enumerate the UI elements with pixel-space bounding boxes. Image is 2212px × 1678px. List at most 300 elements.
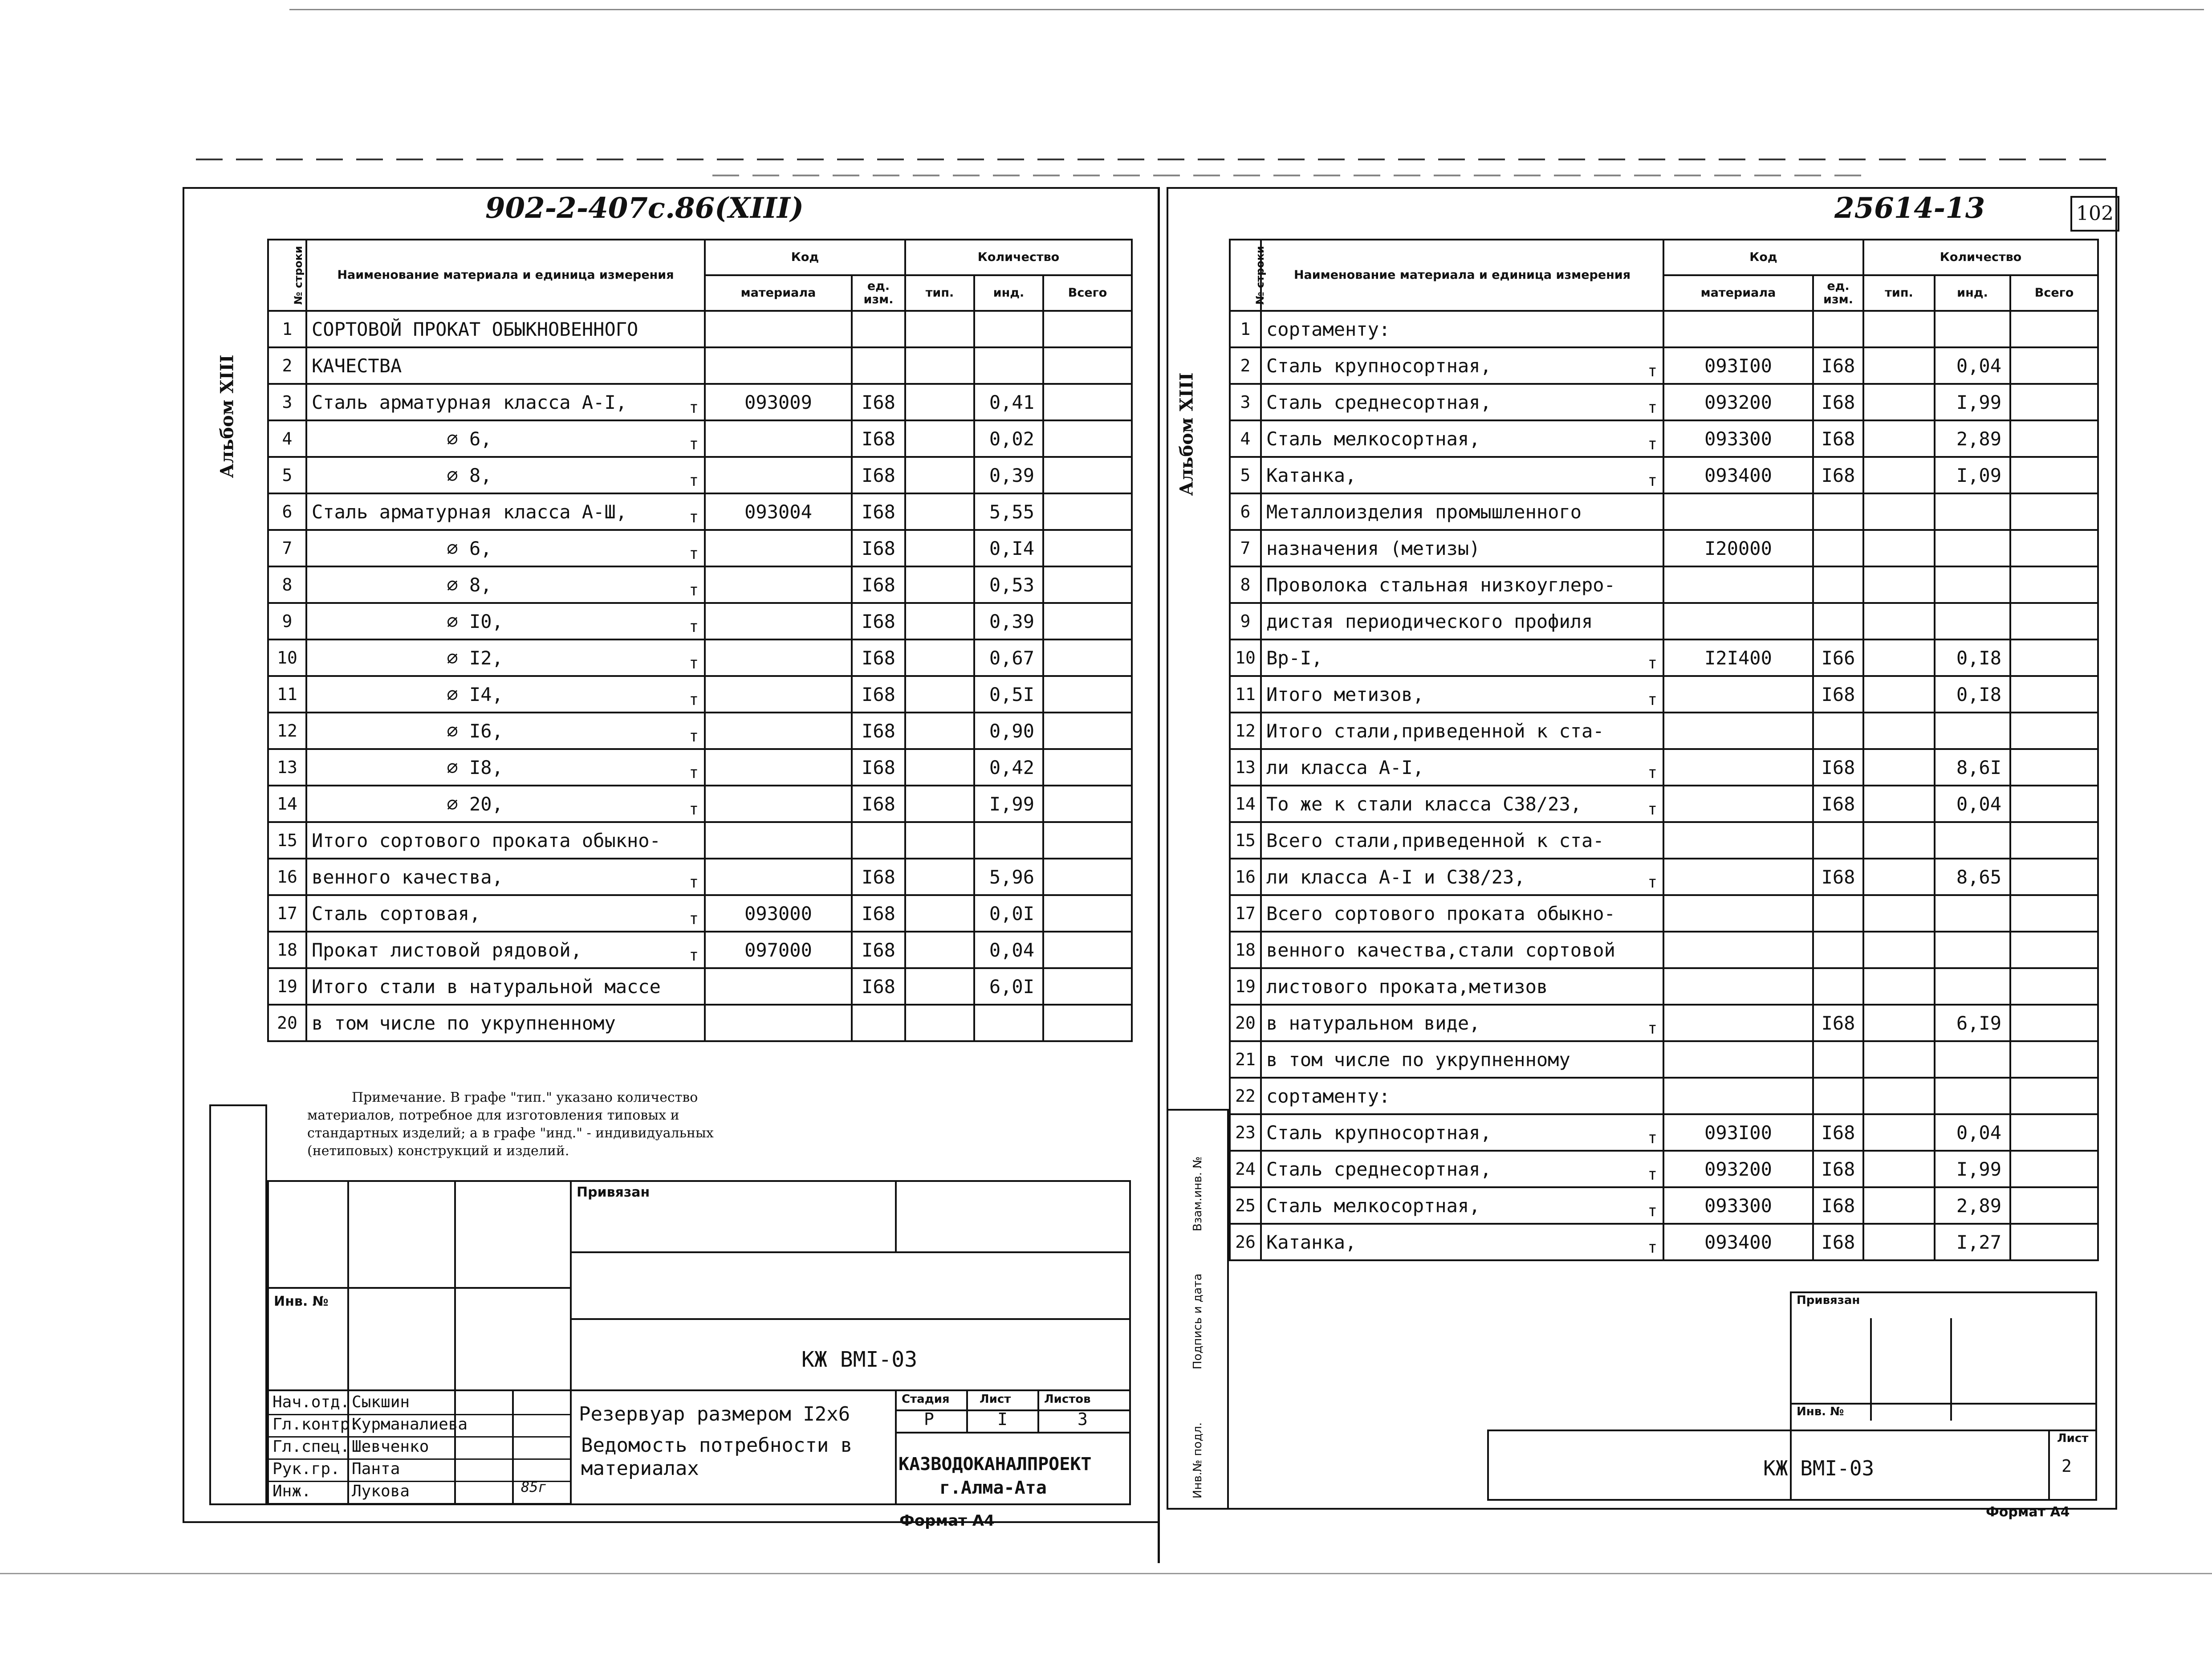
material-name [1261,493,1663,530]
material-name-text: ∅ 6, [312,428,492,450]
row-number: 9 [268,603,306,639]
row-number: 4 [268,420,306,457]
material-name [1261,1187,1663,1224]
qty-ind: I,27 [1935,1224,2010,1260]
qty-ind: 0,90 [974,713,1043,749]
table-row [1230,1078,2098,1114]
material-name [1261,676,1663,713]
qty-total [1043,786,1132,822]
qty-total [2010,1114,2098,1151]
unit-code [1813,1041,1863,1078]
material-code [1663,566,1813,603]
unit-code: I68 [1813,1114,1863,1151]
unit-of-measure: т [1647,362,1657,380]
qty-total [2010,713,2098,749]
material-name-text: Вр-I, [1266,647,1323,669]
row-number: 21 [1230,1041,1261,1078]
material-code [705,420,852,457]
material-code [1663,311,1813,347]
material-name-text: Сталь мелкосортная, [1266,1194,1480,1217]
table-row [1230,347,2098,384]
stamp-divider [966,1389,968,1432]
row-number: 16 [1230,859,1261,895]
table-row [1230,786,2098,822]
material-name-text: ∅ 20, [312,793,503,815]
qty-ind: 0,67 [974,639,1043,676]
code-unit-header: ед. изм. [1813,275,1863,311]
unit-code: I68 [852,566,905,603]
row-number: 12 [268,713,306,749]
material-code [705,311,852,347]
qty-typ [1863,347,1935,384]
signatory-role: Инж. [272,1482,311,1500]
qty-typ [1863,384,1935,420]
qty-total [1043,1005,1132,1041]
material-name [1261,1078,1663,1114]
material-name-text: Катанка, [1266,1231,1357,1253]
material-code [1663,713,1813,749]
table-row [268,859,1132,895]
row-number: 2 [268,347,306,384]
qty-total [2010,932,2098,968]
unit-code [1813,311,1863,347]
right-privyazan-label: Привязан [1797,1294,1860,1307]
material-name-text: ∅ 6, [312,537,492,559]
qty-typ [1863,1041,1935,1078]
table-row [1230,603,2098,639]
unit-code [1813,566,1863,603]
signatory-role: Нач.отд. [272,1393,350,1411]
unit-code [1813,895,1863,932]
material-name [1261,457,1663,493]
stamp-divider [895,1432,1131,1434]
qty-typ [1863,713,1935,749]
material-name-text: ∅ I8, [312,756,503,778]
qty-total [2010,676,2098,713]
row-number: 10 [1230,639,1261,676]
unit-of-measure: т [689,946,699,965]
qty-ind [1935,493,2010,530]
signatory-name: Панта [352,1460,400,1478]
unit-code: I68 [852,420,905,457]
stamp-divider [895,1389,897,1505]
qty-typ [1863,968,1935,1005]
unit-code [1813,932,1863,968]
unit-of-measure: т [689,508,699,526]
signatory-name: Курманалиева [352,1415,468,1434]
qty-typ [1863,1224,1935,1260]
material-code: 093004 [705,493,852,530]
unit-of-measure: т [689,873,699,892]
unit-code [1813,603,1863,639]
qty-ind: 0,04 [974,932,1043,968]
material-name [1261,639,1663,676]
row-number: 8 [268,566,306,603]
qty-typ [1863,749,1935,786]
qty-total [2010,566,2098,603]
material-code [1663,932,1813,968]
note-line: Примечание. В графе "тип." указано количество [352,1090,698,1105]
stamp-divider [512,1389,514,1505]
right-sheet-value: 2 [2062,1456,2072,1476]
material-name [306,493,705,530]
table-row [1230,932,2098,968]
sheets-value: 3 [1078,1409,1088,1429]
unit-of-measure: т [689,581,699,599]
note-line: материалов, потребное для изготовления типовых и [307,1108,679,1123]
unit-code: I68 [852,713,905,749]
unit-of-measure: т [689,654,699,672]
bottom-scan-line [0,1573,2212,1574]
unit-code: I68 [1813,384,1863,420]
table-row [1230,1224,2098,1260]
qty-ind: I,09 [1935,457,2010,493]
qty-ind [1935,895,2010,932]
material-name [306,347,705,384]
qty-typ [905,566,974,603]
qty-total [2010,968,2098,1005]
table-row [1230,895,2098,932]
note-line: стандартных изделий; а в графе "инд." - индивидуальных [307,1125,714,1141]
material-name-text: Итого стали в натуральной массе [312,975,661,998]
material-code [1663,895,1813,932]
table-row [1230,1187,2098,1224]
material-code [705,530,852,566]
material-name-text: Сталь арматурная класса А-I, [312,391,627,413]
signatory-name: Шевченко [352,1438,429,1456]
signatory-role: Гл.контр. [272,1415,360,1434]
unit-of-measure: т [1647,1165,1657,1184]
qty-total [1043,822,1132,859]
qty-total [2010,420,2098,457]
qty-ind: 0,39 [974,603,1043,639]
unit-code: I68 [1813,457,1863,493]
signatory-name: Сыкшин [352,1393,410,1411]
material-name [1261,822,1663,859]
material-name-text: Сталь крупносортная, [1266,354,1492,377]
left-album-label: Альбом XIII [216,354,238,478]
table-row [268,895,1132,932]
qty-typ [905,676,974,713]
qty-ind: 0,0I [974,895,1043,932]
unit-of-measure: т [689,764,699,782]
material-name [306,968,705,1005]
unit-of-measure: т [689,910,699,928]
material-code [705,676,852,713]
qty-total [1043,530,1132,566]
qty-total [1043,384,1132,420]
material-name-text: СОРТОВОЙ ПРОКАТ ОБЫКНОВЕННОГО [312,318,638,340]
material-code [705,713,852,749]
qty-typ [905,530,974,566]
right-side-label: Подпись и дата [1191,1273,1204,1369]
name-header: Наименование материала и единица измерения [306,240,705,311]
material-name [1261,530,1663,566]
qty-typ [905,384,974,420]
material-code [705,968,852,1005]
table-row [268,713,1132,749]
table-row [268,968,1132,1005]
material-name-text: в том числе по укрупненному [312,1012,616,1034]
table-row [268,1005,1132,1041]
qty-typ [1863,457,1935,493]
table-row [268,384,1132,420]
row-number: 15 [1230,822,1261,859]
row-number: 25 [1230,1187,1261,1224]
table-row [1230,859,2098,895]
qty-total [2010,347,2098,384]
stamp-divider [895,1180,897,1251]
qty-ind [1935,1078,2010,1114]
qty-ind [974,1005,1043,1041]
left-title-line-1: Резервуар размером I2х6 [579,1403,850,1425]
material-code: 093I00 [1663,1114,1813,1151]
unit-code: I68 [1813,786,1863,822]
material-code [705,786,852,822]
unit-of-measure: т [689,618,699,636]
material-code [705,457,852,493]
qty-typ [905,713,974,749]
material-name [1261,1005,1663,1041]
qty-total [2010,1187,2098,1224]
qty-total [1043,566,1132,603]
right-format-label: Формат А4 [1986,1504,2070,1520]
table-row [268,347,1132,384]
row-number: 17 [268,895,306,932]
unit-code: I68 [852,968,905,1005]
material-name-text: ∅ 8, [312,574,492,596]
qty-ind: 0,04 [1935,347,2010,384]
qty-typ [905,639,974,676]
qty-total [1043,749,1132,786]
table-row [1230,1151,2098,1187]
qty-typ [905,1005,974,1041]
table-row [268,566,1132,603]
material-name [1261,859,1663,895]
material-name [306,384,705,420]
row-number: 18 [1230,932,1261,968]
right-album-label: Альбом XIII [1176,372,1197,496]
qty-total [2010,1224,2098,1260]
row-number: 23 [1230,1114,1261,1151]
qty-typ [905,968,974,1005]
qty-ind: 5,96 [974,859,1043,895]
material-name [306,822,705,859]
qty-typ [1863,1078,1935,1114]
material-code [705,639,852,676]
material-name-text: Металлоизделия промышленного [1266,501,1582,523]
qty-ind: 0,5I [974,676,1043,713]
material-code: 093300 [1663,420,1813,457]
table-row [1230,420,2098,457]
material-name-text: ∅ I6, [312,720,503,742]
row-number: 3 [1230,384,1261,420]
unit-code: I68 [852,530,905,566]
qty-typ [1863,859,1935,895]
row-number: 10 [268,639,306,676]
qty-total [1043,713,1132,749]
material-code [1663,749,1813,786]
row-number-header: № строки [268,240,306,311]
qty-ind [1935,968,2010,1005]
unit-code: I68 [852,384,905,420]
material-name-text: Сталь мелкосортная, [1266,428,1480,450]
unit-code: I68 [852,786,905,822]
qty-typ [1863,1005,1935,1041]
qty-ind: 0,02 [974,420,1043,457]
material-code [705,1005,852,1041]
material-code [705,859,852,895]
qty-typ [1863,493,1935,530]
qty-total [1043,347,1132,384]
qty-typ [905,749,974,786]
stamp-divider [2048,1430,2050,1501]
qty-typ [905,932,974,968]
unit-of-measure: т [1647,873,1657,892]
qty-ind [974,311,1043,347]
qty-typ [905,311,974,347]
qty-total-header: Всего [1043,275,1132,311]
unit-of-measure: т [1647,764,1657,782]
unit-code: I68 [852,639,905,676]
right-drawing-code: КЖ ВМI-03 [1763,1456,1875,1480]
qty-typ [1863,603,1935,639]
row-number: 7 [268,530,306,566]
material-name-text: ∅ 8, [312,464,492,486]
unit-code: I68 [1813,859,1863,895]
material-code [1663,603,1813,639]
row-number: 22 [1230,1078,1261,1114]
row-number: 19 [1230,968,1261,1005]
qty-typ [1863,822,1935,859]
qty-typ [905,786,974,822]
material-name [306,786,705,822]
row-number: 8 [1230,566,1261,603]
top-dash-line [196,159,2110,160]
sheet-label: Лист [980,1393,1011,1406]
qty-ind: 0,39 [974,457,1043,493]
right-material-table [1229,239,2099,1261]
material-name-text: ли класса А-I и С38/23, [1266,866,1525,888]
row-number: 24 [1230,1151,1261,1187]
row-number: 5 [268,457,306,493]
qty-total [2010,1005,2098,1041]
name-header: Наименование материала и единица измерения [1261,240,1663,311]
qty-ind: I,99 [974,786,1043,822]
qty-typ [905,493,974,530]
unit-code: I68 [1813,749,1863,786]
row-number: 16 [268,859,306,895]
row-number: 19 [268,968,306,1005]
qty-ind [974,822,1043,859]
stamp-divider [1870,1318,1872,1421]
qty-ind: 0,53 [974,566,1043,603]
material-name-text: венного качества,стали сортовой [1266,939,1615,961]
unit-code [852,347,905,384]
stage-label: Стадия [902,1393,950,1406]
unit-code: I68 [852,749,905,786]
material-code [1663,1041,1813,1078]
qty-total [1043,493,1132,530]
row-number: 6 [268,493,306,530]
qty-ind: 2,89 [1935,420,2010,457]
unit-code [852,311,905,347]
unit-code: I68 [852,457,905,493]
unit-of-measure: т [689,800,699,819]
material-name-text: Прокат листовой рядовой, [312,939,582,961]
left-inv-label: Инв. № [274,1294,329,1309]
unit-of-measure: т [1647,1238,1657,1257]
qty-typ-header: тип. [905,275,974,311]
row-number: 20 [1230,1005,1261,1041]
qty-typ [905,457,974,493]
material-name [1261,311,1663,347]
material-name [1261,749,1663,786]
table-row [1230,1114,2098,1151]
qty-typ [1863,420,1935,457]
table-row [268,530,1132,566]
qty-ind [974,347,1043,384]
stamp-divider [347,1180,349,1505]
qty-typ [1863,1114,1935,1151]
table-row [1230,1041,2098,1078]
page-number-box: 102 [2070,196,2119,232]
table-row [1230,311,2098,347]
material-name-text: Проволока стальная низкоуглеро- [1266,574,1615,596]
material-code: 093400 [1663,1224,1813,1260]
table-row [1230,1005,2098,1041]
qty-ind [1935,603,2010,639]
table-row [1230,676,2098,713]
row-number: 2 [1230,347,1261,384]
qty-ind: I,99 [1935,384,2010,420]
row-number: 9 [1230,603,1261,639]
material-code: 093200 [1663,384,1813,420]
unit-of-measure: т [1647,1019,1657,1038]
row-number: 14 [268,786,306,822]
qty-typ [905,859,974,895]
row-number: 13 [1230,749,1261,786]
material-name [1261,713,1663,749]
row-number: 14 [1230,786,1261,822]
table-row [268,457,1132,493]
qty-ind: 8,65 [1935,859,2010,895]
right-inv-label: Инв. № [1797,1405,1844,1418]
material-code [1663,1005,1813,1041]
row-number: 1 [268,311,306,347]
left-title-line-2: Ведомость потребности в [581,1434,853,1457]
unit-code [1813,822,1863,859]
qty-typ [1863,895,1935,932]
unit-of-measure: т [689,727,699,745]
material-name-text: венного качества, [312,866,503,888]
qty-total [2010,603,2098,639]
material-name-text: в том числе по укрупненному [1266,1048,1570,1071]
qty-total [2010,457,2098,493]
material-name [1261,1151,1663,1187]
unit-of-measure: т [1647,435,1657,453]
table-row [268,932,1132,968]
material-name-text: сортаменту: [1266,1085,1391,1107]
material-name-text: ∅ I0, [312,610,503,632]
code-unit-header: ед. изм. [852,275,905,311]
qty-total [1043,603,1132,639]
material-name-text: ∅ I4, [312,683,503,705]
qty-total [1043,932,1132,968]
unit-code [1813,493,1863,530]
qty-typ [905,347,974,384]
unit-of-measure: т [1647,399,1657,417]
